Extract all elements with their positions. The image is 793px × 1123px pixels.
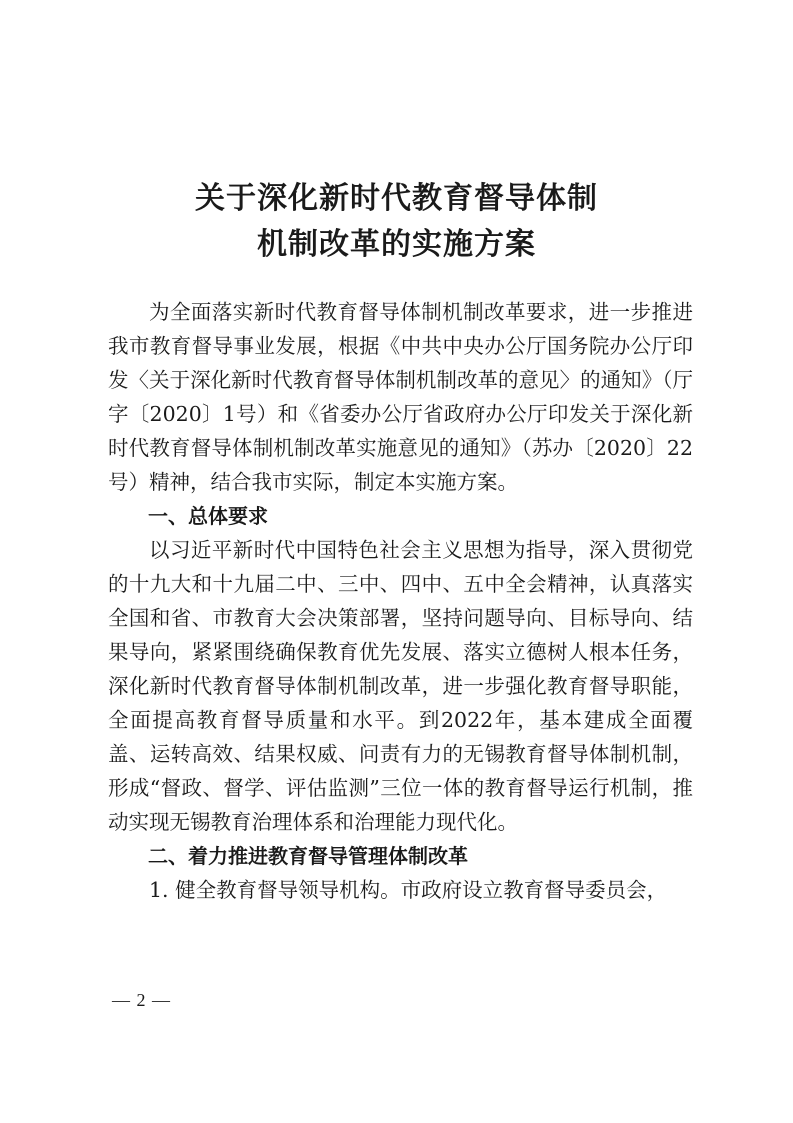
section-2-heading: 二、着力推进教育督导管理体制改革 [148,844,468,868]
page-number: — 2 — [112,990,171,1010]
section-1-paragraph: 以习近平新时代中国特色社会主义思想为指导，深入贯彻党的十九大和十九届二中、三中、四中、五中全会精神，认真落实全国和省、市教育大会决策部署，坚持问题导向、目标导向、结果导向，紧紧围绕确保教育优先发展、落实立德树人根本任务，深化新时代教育督导体制机制改革，进一步强化教育督导职能，全面提高教育督导质量和水平。到2022年，基本建成全面覆盖、运转高效、结果权威、问责有力的无锡教育督导体制机制，形成“督政、督学、评估监测”三位一体的教育督导运行机制，推动实现无锡教育治理体系和治理能力现代化。 [108,538,693,834]
document-body [108,295,693,907]
document-title [0,176,793,268]
title-line-1: 关于深化新时代教育督导体制 [195,181,598,216]
section-2-item-1: 1. 健全教育督导领导机构。市政府设立教育督导委员会， [149,878,668,902]
section-1-heading: 一、总体要求 [148,504,268,528]
intro-paragraph: 为全面落实新时代教育督导体制机制改革要求，进一步推进我市教育督导事业发展，根据《中共中央办公厅国务院办公厅印发〈关于深化新时代教育督导体制机制改革的意见〉的通知》（厅字〔2020〕1号）和《省委办公厅省政府办公厅印发关于深化新时代教育督导体制机制改革实施意见的通知》（苏办〔2020〕22号）精神，结合我市实际，制定本实施方案。 [108,300,693,494]
title-line-2: 机制改革的实施方案 [257,227,536,262]
